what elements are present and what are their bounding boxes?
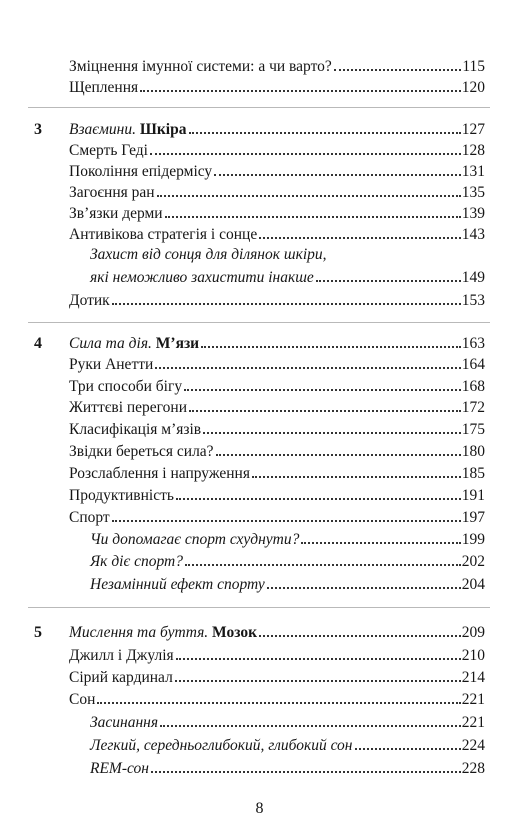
toc-entry-title: Сірий кардинал [69,669,173,686]
chapter-page: 209 [461,624,485,641]
toc-entry-page: 185 [461,465,485,482]
dot-leader [185,564,461,566]
toc-entry-page: 131 [461,163,485,180]
dot-leader [259,635,461,637]
toc-entry [69,140,485,160]
toc-entry-title: Зміцнення імунної системи: а чи варто? [69,58,332,75]
toc-entry-page: 224 [461,737,485,754]
toc-entry-title: Життєві перегони [69,399,187,416]
toc-entry-page: 180 [461,443,485,460]
toc-entry [69,645,485,665]
toc-entry-page: 202 [461,553,485,570]
toc-entry [69,354,485,374]
toc-entry-page: 175 [461,421,485,438]
dot-leader [176,498,461,500]
toc-entry-page: 120 [461,79,485,96]
toc-entry-page: 115 [462,58,485,75]
toc-entry-title: Класифікація м’язів [69,421,202,438]
toc-entry [69,376,485,396]
toc-entry [69,507,485,527]
chapter-title: Мозок [212,624,258,641]
toc-entry-title: REM-сон [90,760,149,777]
toc-entry-page: 228 [461,760,485,777]
dot-leader [259,237,461,239]
toc-entry-page: 221 [461,691,485,708]
chapter-heading [69,622,485,642]
chapter-page: 127 [461,121,485,138]
toc-entry-title: Чи допомагає спорт схуднути? [90,531,300,548]
toc-entry-page: 143 [461,226,485,243]
toc-entry [69,667,485,687]
toc-subentry [90,758,485,778]
toc-entry-page: 210 [461,647,485,664]
toc-entry [69,689,485,709]
toc-entry-page: 197 [461,509,485,526]
toc-entry-title: Щеплення [69,79,139,96]
toc-entry-page: 221 [461,714,485,731]
dot-leader [175,680,461,682]
toc-subentry [90,574,485,594]
chapter-heading [69,333,485,353]
toc-entry-title: Продуктивність [69,487,174,504]
toc-entry-page: 128 [461,142,485,159]
dot-leader [316,280,461,282]
toc-entry [69,77,485,97]
chapter-number: 3 [34,121,42,138]
dot-leader [176,658,461,660]
toc-entry-title: Сон [69,691,96,708]
toc-entry-page: 135 [461,184,485,201]
toc-entry [69,56,485,76]
dot-leader [189,132,461,134]
dot-leader [165,216,461,218]
toc-entry [69,419,485,439]
page-number: 8 [255,800,264,817]
chapter-subtitle: Взаємини. [69,121,136,138]
dot-leader [150,153,461,155]
toc-entry-title: Як діє спорт? [90,553,183,570]
toc-entry-title: Дотик [69,292,110,309]
toc-entry-title: Незамінний ефект спорту [90,576,265,593]
toc-entry [69,224,485,244]
chapter-number: 4 [34,335,42,352]
toc-entry-page: 204 [461,576,485,593]
toc-entry-title: Антивікова стратегія і сонце [69,226,258,243]
dot-leader [160,725,461,727]
toc-entry-title: Засинання [90,714,159,731]
dot-leader [216,454,461,456]
toc-entry-title: Спорт [69,509,110,526]
toc-entry [69,397,485,417]
toc-subentry [90,267,485,287]
toc-entry-title: Звідки береться сила? [69,443,214,460]
dot-leader [301,542,460,544]
toc-entry-page: 214 [461,669,485,686]
dot-leader [157,195,461,197]
toc-subentry [90,529,485,549]
dot-leader [140,90,461,92]
chapter-number: 5 [34,624,42,641]
dot-leader [189,410,461,412]
toc-entry-title: Джилл і Джулія [69,647,174,664]
toc-entry-title: Загоєння ран [69,184,155,201]
chapter-subtitle: Мислення та буття. [69,624,209,641]
toc-entry [69,203,485,223]
toc-entry-title: Легкий, середньоглибокий, глибокий сон [90,737,353,754]
chapter-page: 163 [461,335,485,352]
chapter-title: М’язи [155,335,200,352]
toc-entry [69,290,485,310]
dot-leader [252,476,461,478]
toc-entry-title: Три способи бігу [69,378,183,395]
dot-leader [112,520,461,522]
toc-entry [69,485,485,505]
dot-leader [203,432,461,434]
dot-leader [97,702,460,704]
toc-entry-page: 139 [461,205,485,222]
toc-entry-page: 168 [461,378,485,395]
dot-leader [184,389,461,391]
chapter-title: Шкіра [139,121,187,138]
toc-entry-page: 149 [461,269,485,286]
chapter-subtitle: Сила та дія. [69,335,152,352]
toc-entry-page: 191 [461,487,485,504]
toc-entry-title: Смерть Геді [69,142,148,159]
toc-entry [69,441,485,461]
toc-subentry [90,551,485,571]
toc-entry-title: Руки Анетти [69,356,154,373]
chapter-heading [69,119,485,139]
toc-entry [69,182,485,202]
section-divider [28,107,490,108]
dot-leader [267,587,461,589]
toc-entry-title: Зв’язки дерми [69,205,163,222]
dot-leader [355,748,461,750]
toc-entry-title: Покоління епідермісу [69,163,213,180]
dot-leader [155,367,460,369]
toc-entry-title: Розслаблення і напруження [69,465,250,482]
dot-leader [214,174,461,176]
toc-entry-page: 153 [461,292,485,309]
dot-leader [112,303,461,305]
dot-leader [151,771,461,773]
toc-subentry-line1: Захист від сонця для ділянок шкіри, [90,246,327,263]
toc-entry-page: 172 [461,399,485,416]
toc-entry-page: 164 [461,356,485,373]
toc-entry-title: які неможливо захистити інакше [90,269,314,286]
dot-leader [334,69,462,71]
section-divider [28,607,490,608]
toc-entry-page: 199 [461,531,485,548]
toc-entry [69,161,485,181]
dot-leader [201,346,461,348]
toc-subentry [90,712,485,732]
section-divider [28,322,490,323]
toc-subentry [90,735,485,755]
toc-entry [69,463,485,483]
